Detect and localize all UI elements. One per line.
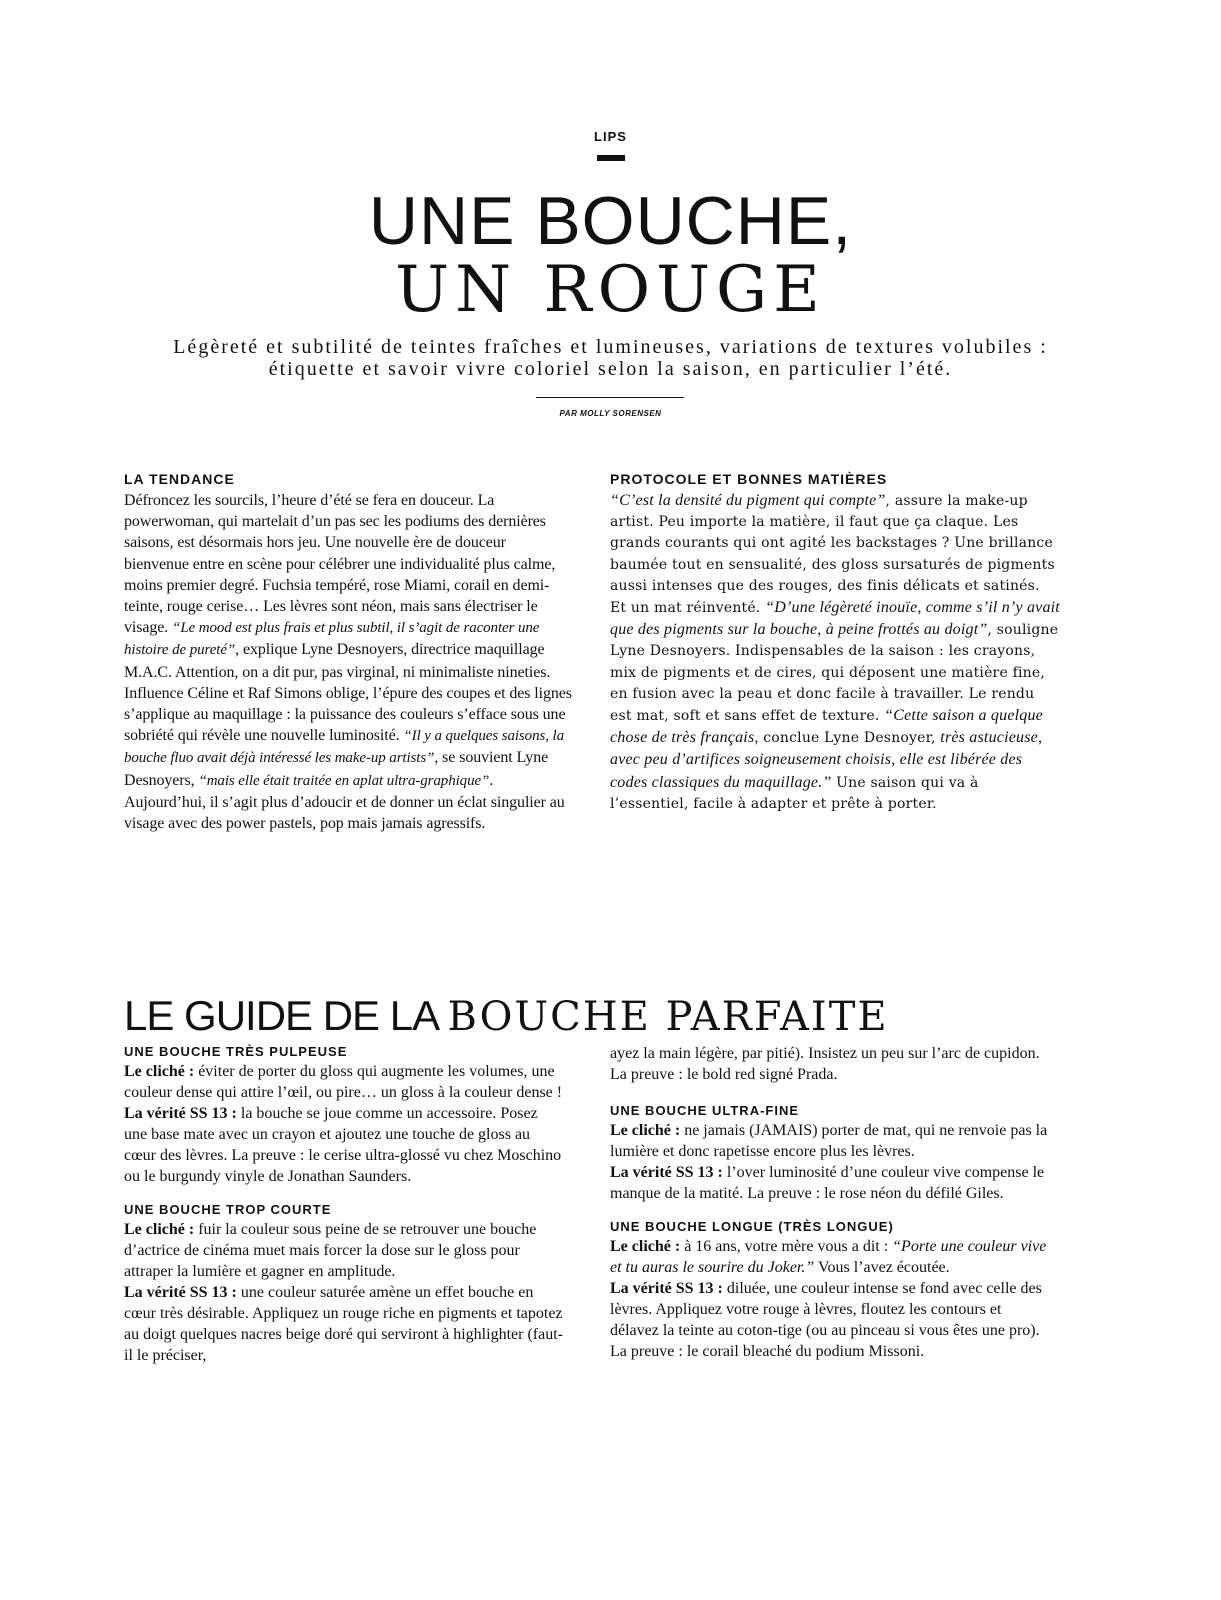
verite-label: La vérité SS 13 : (610, 1164, 723, 1181)
cliche-label: Le cliché : (610, 1122, 681, 1139)
right-quote-3: “Cette saison a quelque chose de très français, (610, 707, 1043, 747)
guide-s2-verite (124, 1282, 564, 1366)
guide-title (124, 993, 889, 1040)
guide-s3-heading: UNE BOUCHE ULTRA-FINE (610, 1103, 800, 1118)
left-text-2: , explique Lyne Desnoyers, directrice maquillage M.A.C. Attention, on a dit pur, pas virginal, ni minimaliste nineties. Influence Céline et Raf Simons oblige, l’épure des coupes et des lignes s’applique au maquillage : la puissance des couleurs s’efface sous une sobriété qui révèle une nouvelle luminosité. (124, 641, 572, 745)
guide-s4-verite-text: diluée, une couleur intense se fond avec celle des lèvres. Appliquez votre rouge à lèvres, floutez les contours et délavez la teinte au coton-tige (ou au pinceau si vous êtes une pro). La preuve : le corail bleaché du podium Missoni. (610, 1280, 1042, 1360)
guide-s2-continued: ayez la main légère, par pitié). Insistez un peu sur l’arc de cupidon. La preuve : le bold red signé Prada. (610, 1045, 1040, 1083)
verite-label: La vérité SS 13 : (124, 1105, 237, 1122)
guide-s4-heading: UNE BOUCHE LONGUE (TRÈS LONGUE) (610, 1219, 894, 1234)
left-text-3: , se souvient Lyne Desnoyers, (124, 749, 549, 789)
title-line-2: UN ROUGE (395, 253, 826, 327)
guide-left-column (124, 1043, 564, 1366)
right-text-4: Une saison qui va à l’essentiel, facile à adapter et prête à porter. (610, 774, 979, 812)
right-heading: PROTOCOLE ET BONNES MATIÈRES (610, 471, 888, 487)
verite-label: La vérité SS 13 : (124, 1284, 237, 1301)
left-body (124, 490, 574, 834)
guide-s2-cliche-text: fuir la couleur sous peine de se retrouver une bouche d’actrice de cinéma muet mais forcer la dose sur le gloss pour attraper la lumière et gagner en amplitude. (124, 1221, 537, 1280)
title-line-1: UNE BOUCHE, (368, 183, 853, 259)
guide-s1-verite-text: la bouche se joue comme un accessoire. Posez une base mate avec un crayon et ajoutez une touche de gloss au cœur des lèvres. La preuve : le cerise ultra-glossé vu chez Moschino ou le burgundy vinyle de Jonathan Saunders. (124, 1105, 562, 1185)
verite-label: La vérité SS 13 : (610, 1280, 723, 1297)
cliche-label: Le cliché : (124, 1221, 195, 1238)
guide-title-thin: BOUCHE PARFAITE (447, 994, 889, 1040)
right-text-3: conclue Lyne Desnoyer, (758, 730, 941, 747)
guide-s2-cliche (124, 1219, 564, 1282)
kicker-bar (597, 155, 625, 161)
left-text-4: . Aujourd’hui, il s’agit plus d’adoucir et de donner un éclat singulier au visage avec des power pastels, pop mais jamais agressifs. (124, 771, 565, 833)
deck-line-1: Légèreté et subtilité de teintes fraîches et lumineuses, variations de textures volubiles : (173, 336, 1048, 358)
guide-right-column (610, 1043, 1050, 1362)
left-quote-2: “Il y a quelques saisons, la bouche fluo avait déjà intéressé les make-up artists” (124, 728, 564, 767)
guide-s3-verite (610, 1162, 1050, 1204)
section-kicker: LIPS (594, 129, 627, 144)
guide-s1-verite (124, 1103, 564, 1187)
deck-rule (536, 397, 684, 398)
guide-s2-heading: UNE BOUCHE TROP COURTE (124, 1202, 332, 1217)
guide-s4-cliche (610, 1236, 1050, 1278)
guide-title-bold: LE GUIDE DE LA (124, 992, 448, 1039)
right-body (610, 490, 1060, 815)
right-text-2: , souligne Lyne Desnoyers. Indispensables de la saison : les crayons, mix de pigments et de cires, qui déposent une matière fine, en fusion avec la peau et donc facile à travailler. Le rendu est mat, soft et sans effet de texture. (610, 622, 1059, 725)
left-text-1: Défroncez les sourcils, l’heure d’été se fera en douceur. La powerwoman, qui martelait d’un pas sec les podiums des dernières saisons, est désormais hors jeu. Une nouvelle ère de douceur bienvenue entre en scène pour célébrer une individualité plus calme, moins premier degré. Fuchsia tempéré, rose Miami, corail en demi-teinte, rouge cerise… Les lèvres sont néon, mais sans électriser le visage. (124, 492, 556, 637)
cliche-label: Le cliché : (124, 1063, 195, 1080)
guide-s1-heading: UNE BOUCHE TRÈS PULPEUSE (124, 1044, 348, 1059)
guide-s4-cliche-text-b: Vous l’avez écoutée. (814, 1259, 950, 1276)
guide-s3-verite-text: l’over luminosité d’une couleur vive compense le manque de la matité. La preuve : le rose néon du défilé Giles. (610, 1164, 1045, 1202)
guide-s2-verite-text: une couleur saturée amène un effet bouche en cœur très désirable. Appliquez un rouge riche en pigments et tapotez au doigt quelques nacres beige doré qui serviront à highlighter (faut-il le préciser, (124, 1284, 563, 1364)
guide-s3-cliche-text: ne jamais (JAMAIS) porter de mat, qui ne renvoie pas la lumière et donc rapetisse encore plus les lèvres. (610, 1122, 1048, 1160)
guide-s1-cliche-text: éviter de porter du gloss qui augmente les volumes, une couleur dense qui attire l’œil, ou pire… un gloss à la couleur dense ! (124, 1063, 563, 1101)
right-column (610, 470, 1060, 815)
guide-s4-cliche-text-a: à 16 ans, votre mère vous a dit : (680, 1238, 893, 1255)
right-text-1: , assure la make-up artist. Peu importe la matière, il faut que ça claque. Les grands courants qui ont agité les backstages ? Une brillance baumée tout en sensualité, des gloss sursaturés de pigments aussi intenses que des rouges, des finis délicats et satinés. Et un mat réinventé. (610, 493, 1055, 617)
cliche-label: Le cliché : (610, 1238, 681, 1255)
guide-s4-verite (610, 1278, 1050, 1362)
left-heading: LA TENDANCE (124, 471, 235, 487)
guide-s3-cliche (610, 1120, 1050, 1162)
byline: PAR MOLLY SORENSEN (559, 409, 662, 418)
deck (100, 336, 1121, 380)
right-quote-4: très astucieuse, avec peu d’artifices soigneusement choisis, elle est libérée des codes classiques du maquillage.” (610, 729, 1043, 791)
right-quote-2: “D’une légèreté inouïe, comme s’il n’y avait que des pigments sur la bouche, à peine frottés au doigt” (610, 599, 1060, 639)
guide-s4-cliche-quote: “Porte une couleur vive et tu auras le sourire du Joker.” (610, 1238, 1047, 1276)
right-quote-1: “C’est la densité du pigment qui compte” (610, 492, 886, 509)
guide-s1-cliche (124, 1061, 564, 1103)
deck-line-2: étiquette et savoir vivre coloriel selon la saison, en particulier l’été. (268, 358, 953, 380)
left-quote-1: “Le mood est plus frais et plus subtil, il s’agit de raconter une histoire de pureté” (124, 620, 540, 659)
left-column (124, 470, 574, 834)
left-quote-3: “mais elle était traitée en aplat ultra-graphique” (198, 772, 490, 789)
